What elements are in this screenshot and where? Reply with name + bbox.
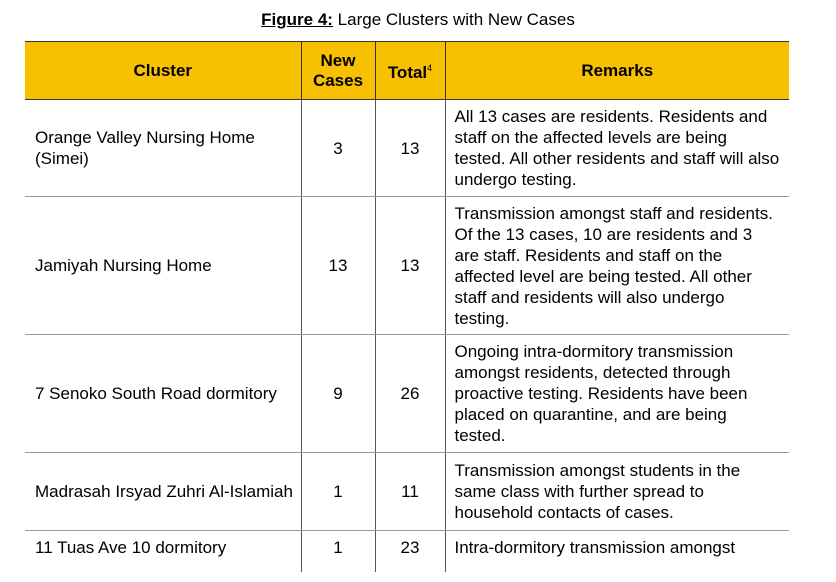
header-total-label: Total (387, 63, 428, 82)
total-value: 23 (375, 531, 445, 573)
table-row (25, 335, 789, 453)
cluster-name: Madrasah Irsyad Zuhri Al-Islamiah (25, 453, 301, 531)
header-new-cases: New Cases (301, 42, 375, 100)
table-row (25, 100, 789, 197)
new-cases-value: 13 (301, 197, 375, 335)
header-remarks: Remarks (445, 42, 789, 100)
new-cases-value: 1 (301, 531, 375, 573)
figure-caption (0, 9, 836, 31)
total-value: 26 (375, 335, 445, 453)
remarks-text: Ongoing intra-dormitory transmission amongst residents, detected through proactive testing. Residents have been placed on quarantine, and are being tested. (445, 335, 789, 453)
cluster-name: 11 Tuas Ave 10 dormitory (35, 538, 227, 557)
clusters-table (25, 41, 789, 572)
total-value: 13 (375, 100, 445, 197)
header-row (25, 42, 789, 100)
remarks-text: All 13 cases are residents. Residents and staff on the affected levels are being tested. All other residents and staff will also undergo testing. (445, 100, 789, 197)
total-value: 11 (375, 453, 445, 531)
footnote-marker: 4 (427, 63, 433, 73)
remarks-text: Transmission amongst staff and residents. Of the 13 cases, 10 are residents and 3 are staff. Residents and staff on the affected level are being tested. All other staff and residents will also undergo testing. (445, 197, 789, 335)
header-cluster: Cluster (25, 42, 301, 100)
header-total (375, 42, 445, 100)
remarks-text: Transmission amongst students in the same class with further spread to household contacts of cases. (445, 453, 789, 531)
total-value: 13 (375, 197, 445, 335)
table-row (25, 453, 789, 531)
cluster-name: Orange Valley Nursing Home (Simei) (25, 100, 301, 197)
table-row (25, 531, 789, 573)
new-cases-value: 9 (301, 335, 375, 453)
cluster-name: 7 Senoko South Road dormitory (25, 335, 301, 453)
table-row (25, 197, 789, 335)
new-cases-value: 3 (301, 100, 375, 197)
cluster-name: Jamiyah Nursing Home (25, 197, 301, 335)
new-cases-value: 1 (301, 453, 375, 531)
table-header (25, 42, 789, 100)
figure-title: Large Clusters with New Cases (332, 10, 575, 29)
table-body (25, 100, 789, 573)
remarks-text: Intra-dormitory transmission amongst (445, 531, 789, 573)
figure-label: Figure 4: (261, 10, 333, 29)
